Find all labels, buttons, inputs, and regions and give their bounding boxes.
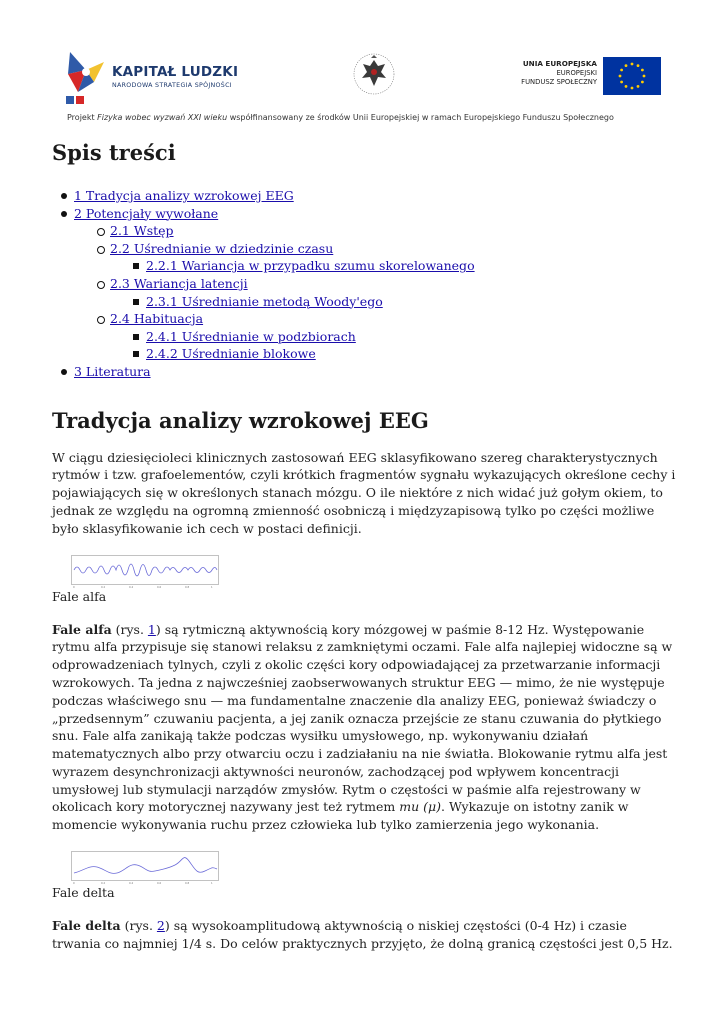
figure-alpha [52,555,677,605]
toc-link-2-3[interactable]: 2.3 Wariancja latencji [110,275,248,291]
mu-term: mu (μ) [399,799,442,815]
toc-item [110,240,677,275]
toc-link-2-2[interactable]: 2.2 Uśrednianie w dziedzinie czasu [110,240,334,256]
svg-text:0.4: 0.4 [129,882,134,886]
efs-line2: FUNDUSZ SPOŁECZNY [521,78,597,86]
svg-text:1: 1 [211,585,213,589]
svg-text:0.2: 0.2 [101,585,106,589]
svg-text:0: 0 [73,585,75,589]
delta-term: Fale delta [52,918,121,934]
svg-text:1: 1 [211,882,213,886]
toc-item [74,363,677,381]
toc-item [110,310,677,363]
kapital-ludzki-subtitle: NARODOWA STRATEGIA SPÓJNOŚCI [112,82,232,89]
figure-caption-delta: Fale delta [52,885,115,901]
page-header [0,0,725,130]
toc-item [146,345,677,363]
kapital-ludzki-star-icon [64,48,108,108]
toc-link-2-4[interactable]: 2.4 Habituacja [110,311,204,327]
toc-item [110,222,677,240]
table-of-contents [52,187,677,381]
figure-ref-1[interactable]: 1 [147,621,156,637]
article-content [52,140,677,953]
svg-text:0.4: 0.4 [129,585,134,589]
kapital-ludzki-logo [64,48,249,108]
toc-link-2-3-1[interactable]: 2.3.1 Uśrednianie metodą Woody'ego [146,293,383,309]
svg-text:0.8: 0.8 [185,882,190,886]
alpha-term: Fale alfa [52,621,112,637]
toc-link-2-2-1[interactable]: 2.2.1 Wariancja w przypadku szumu skorelowanego [146,258,475,274]
kapital-ludzki-title: KAPITAŁ LUDZKI [112,64,239,80]
svg-text:0: 0 [73,882,75,886]
toc-item [146,328,677,346]
toc-heading: Spis treści [52,140,176,165]
toc-link-3[interactable]: 3 Literatura [74,363,151,379]
toc-item [146,293,677,311]
toc-item [74,205,677,363]
delta-paragraph: Fale delta (rys. 2) są wysokoamplitudową aktywnością o niskiej częstości (0-4 Hz) i czasie trwania co najmniej 1/4 s. Do celów praktycznych przyjęto, że dolną granicą częstości jest 0,5 Hz. [52,918,673,951]
university-seal-icon [352,50,396,98]
svg-text:0.2: 0.2 [101,882,106,886]
figure-caption-alpha: Fale alfa [52,588,107,604]
svg-text:0.6: 0.6 [157,585,162,589]
project-name: Fizyka wobec wyzwań XXI wieku [97,113,228,122]
toc-link-2[interactable]: 2 Potencjały wywołane [74,205,219,221]
toc-item [146,257,677,275]
figure-ref-2[interactable]: 2 [156,918,165,934]
toc-link-2-1[interactable]: 2.1 Wstęp [110,223,174,239]
intro-paragraph: W ciągu dziesięcioleci klinicznych zastosowań EEG sklasyfikowano szereg charakterystycznych rytmów i tzw. grafoelementów, czyli krótkich fragmentów sygnału wykazujących określone cechy i pojawiających się w określonych stanach mózgu. O ile niektóre z nich widać już gołym okiem, to jednak ze względu na ogromną zmienność osobniczą i międzyzapisową tylko po części możliwe było sklasyfikowanie ich cech w postaci definicji. [52,449,676,536]
toc-item [110,275,677,310]
eu-logo [505,57,665,97]
eu-label: UNIA EUROPEJSKA [522,59,597,68]
toc-link-2-4-2[interactable]: 2.4.2 Uśrednianie blokowe [146,346,316,362]
efs-line1: EUROPEJSKI [556,69,597,77]
eu-flag-icon [603,57,661,95]
delta-wave-thumbnail[interactable] [71,851,219,885]
svg-text:0.6: 0.6 [157,882,162,886]
alpha-wave-thumbnail[interactable] [71,555,219,589]
alpha-paragraph: Fale alfa (rys. 1) są rytmiczną aktywnością kory mózgowej w paśmie 8-12 Hz. Występowanie rytmu alfa przypisuje się stanowi relaksu z zamkniętymi oczami. Fale alfa najlepiej widoczne są w odprowadzeniach tylnych, czyli z okolic części kory odpowiadającej za przetwarzanie informacji wzrokowych. Ta jedna z najwcześniej zaobserwowanych struktur EEG — mimo, że nie występuje podczas właściwego snu — ma fundamentalne znaczenie dla analizy EEG, ponieważ świadczy o „przedsennym” czuwaniu pacjenta, a jej zanik oznacza przejście ze stanu czuwania do płytkiego snu. Fale alfa zanikają także podczas wysiłku umysłowego, np. wykonywaniu działań matematycznych albo przy otwarciu oczu i zadziałaniu na nie światła. Blokowanie rytmu alfa jest wyrazem desynchronizacji aktywności neuronów, zachodzącej pod wpływem koncentracji umysłowej lub stymulacji narządów zmysłów. Rytm o częstości w paśmie alfa rejestrowany w okolicach kory motorycznej nazywany jest też rytmem mu (μ). Wykazuje on istotny zanik w momencie wykonywania ruchu przez człowieka lub tylko zamierzenia jego wykonania. [52,621,673,833]
figure-delta [52,851,677,901]
project-funding-line: Projekt Fizyka wobec wyzwań XXI wieku współfinansowany ze środków Unii Europejskiej w ramach Europejskiego Funduszu Społecznego [67,113,614,122]
toc-link-2-4-1[interactable]: 2.4.1 Uśrednianie w podzbiorach [146,328,356,344]
svg-text:0.8: 0.8 [185,585,190,589]
section-heading: Tradycja analizy wzrokowej EEG [52,407,429,433]
toc-item [74,187,677,205]
toc-link-1[interactable]: 1 Tradycja analizy wzrokowej EEG [74,188,294,203]
